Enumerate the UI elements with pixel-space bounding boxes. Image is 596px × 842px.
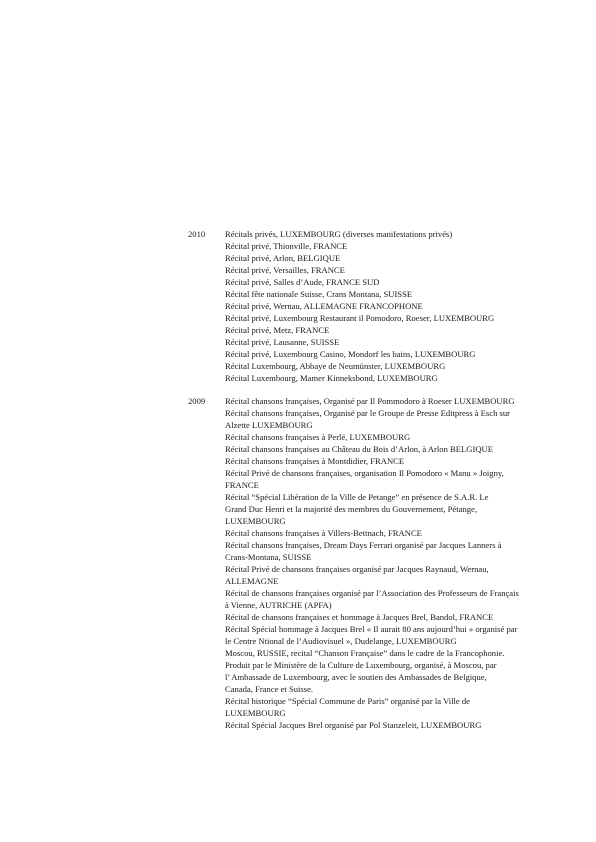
entry-text: Récital Luxembourg, Abbaye de Neumünster, LUXEMBOURG [225, 361, 446, 371]
entry-continuation: FRANCE [225, 480, 259, 490]
entry-text: Récital Privé de chansons françaises organisé par Jacques Raynaud, Wernau, [225, 564, 489, 574]
year-label: 2009 [188, 396, 206, 406]
entry-item [225, 288, 565, 300]
entry-continuation: Canada, France et Suisse. [225, 684, 314, 694]
entry-text: Récital privé, Salles d’Aude, FRANCE SUD [225, 277, 380, 287]
entry-text: Moscou, RUSSIE, recital “Chanson Française” dans le cadre de la Francophonie. [225, 648, 505, 658]
entry-text: Récital chansons françaises, Organisé par le Groupe de Presse Editpress à Esch sur [225, 408, 511, 418]
entry-item [225, 252, 565, 264]
entry-text: Récital chansons françaises à Montdidier, FRANCE [225, 456, 405, 466]
entry-text: Récital chansons françaises au Château du Bois d’Arlon, à Arlon BELGIQUE [225, 444, 494, 454]
entry-item [225, 647, 565, 695]
entry-text: Récital chansons françaises, Dream Days Ferrari organisé par Jacques Lanners à [225, 540, 502, 550]
entry-continuation: Alzette LUXEMBOURG [225, 420, 313, 430]
entry-item [225, 240, 565, 252]
entry-item [225, 228, 565, 240]
entry-item [225, 611, 565, 623]
entry-text: Récital privé, Versailles, FRANCE [225, 265, 345, 275]
entry-item [225, 587, 565, 611]
entry-text: Récital privé, Wernau, ALLEMAGNE FRANCOPHONE [225, 301, 423, 311]
entry-item [225, 264, 565, 276]
entry-item [225, 372, 565, 384]
entry-text: Récital chansons françaises à Villers-Bettnach, FRANCE [225, 528, 422, 538]
entry-text: Récital Luxembourg, Mamer Kinneksbond, LUXEMBOURG [225, 373, 438, 383]
entry-item [225, 300, 565, 312]
entry-item [225, 623, 565, 647]
entry-continuation: le Centre Ntional de l’Audiovisuel », Dudelange, LUXEMBOURG [225, 636, 457, 646]
entry-item [225, 695, 565, 719]
entry-item [225, 360, 565, 372]
entry-continuation: LUXEMBOURG [225, 708, 286, 718]
entry-item [225, 527, 565, 539]
entry-text: Récital Spécial Jacques Brel organisé par Pol Stanzeleit, LUXEMBOURG [225, 720, 482, 730]
entry-list [225, 228, 565, 384]
entry-text: Récital privé, Thionville, FRANCE [225, 241, 348, 251]
entry-continuation: Produit par le Ministère de la Culture de Luxembourg, organisé, à Moscou, par [225, 660, 497, 670]
year-label: 2010 [188, 229, 206, 239]
entry-item [225, 539, 565, 563]
entry-text: Récital de chansons françaises et hommage à Jacques Brel, Bandol, FRANCE [225, 612, 494, 622]
entry-continuation: l’ Ambassade de Luxembourg, avec le soutien des Ambassades de Belgique, [225, 672, 487, 682]
entry-text: Récital fête nationale Suisse, Crans Montana, SUISSE [225, 289, 413, 299]
entry-continuation: LUXEMBOURG [225, 516, 286, 526]
entry-text: Récital privé, Arlon, BELGIQUE [225, 253, 341, 263]
entry-item [225, 276, 565, 288]
entry-item [225, 407, 565, 431]
entry-item [225, 563, 565, 587]
entry-text: Récital Privé de chansons françaises, organisation Il Pomodoro « Manu » Joigny, [225, 468, 504, 478]
entry-item [225, 324, 565, 336]
entry-item [225, 467, 565, 491]
entry-item [225, 312, 565, 324]
entry-item [225, 719, 565, 731]
entry-text: Récital chansons françaises, Organisé par Il Pommodoro à Roeser LUXEMBOURG [225, 396, 515, 406]
entry-text: Récital de chansons françaises organisé par l’Association des Professeurs de Français [225, 588, 519, 598]
entry-text: Récital privé, Luxembourg Casino, Mondorf les bains, LUXEMBOURG [225, 349, 476, 359]
entry-text: Récital privé, Luxembourg Restaurant il Pomodoro, Roeser, LUXEMBOURG [225, 313, 495, 323]
entry-text: Récital Spécial hommage à Jacques Brel « Il aurait 80 ans aujourd’hui » organisé par [225, 624, 518, 634]
entry-item [225, 443, 565, 455]
entry-text: Récitals privés, LUXEMBOURG (diverses manifestations privés) [225, 229, 453, 239]
entry-item [225, 395, 565, 407]
entry-text: Récital historique “Spécial Commune de Paris” organisé par la Ville de [225, 696, 470, 706]
entry-list [225, 395, 565, 731]
entry-continuation: à Vienne, AUTRICHE (APFA) [225, 600, 332, 610]
entry-item [225, 336, 565, 348]
entry-continuation: ALLEMAGNE [225, 576, 279, 586]
entry-text: Récital privé, Lausanne, SUISSE [225, 337, 340, 347]
entry-text: Récital “Spécial Libération de la Ville de Petange” en présence de S.A.R. Le [225, 492, 489, 502]
entry-item [225, 455, 565, 467]
entry-item [225, 348, 565, 360]
entry-text: Récital privé, Metz, FRANCE [225, 325, 330, 335]
entry-item [225, 431, 565, 443]
entry-text: Récital chansons françaises à Perlé, LUXEMBOURG [225, 432, 411, 442]
entry-item [225, 491, 565, 527]
entry-continuation: Crans-Montana, SUISSE [225, 552, 312, 562]
entry-continuation: Grand Duc Henri et la majorité des membres du Gouvernement, Pétange, [225, 504, 478, 514]
